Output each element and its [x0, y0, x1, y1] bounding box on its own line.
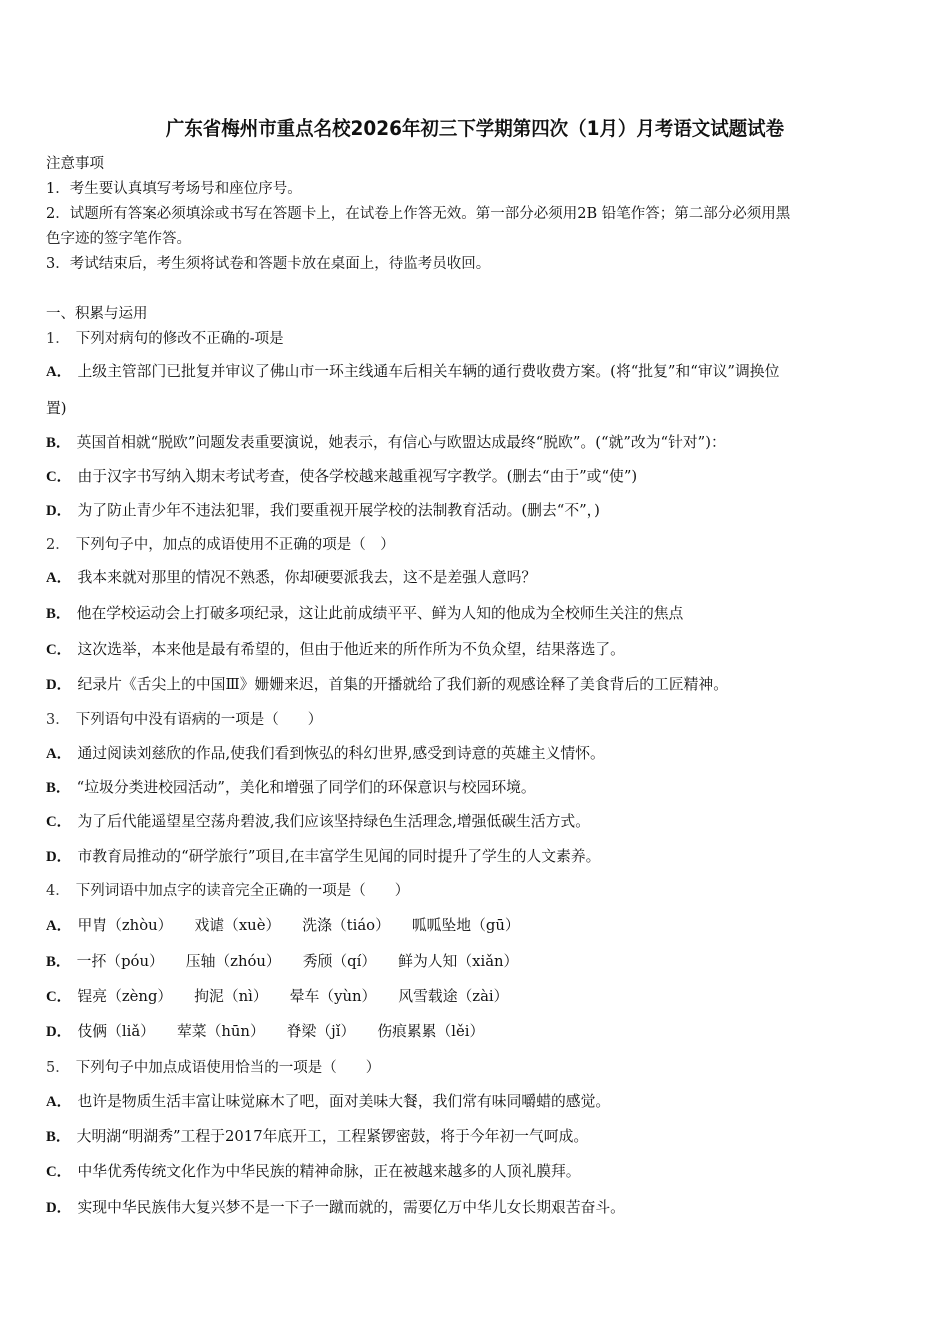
option-text: 这次选举，本来他是最有希望的，但由于他近来的所作所为不负众望，结果落选了。 [77, 641, 625, 658]
question-5-stem [46, 1056, 912, 1077]
q4-option-c [46, 985, 912, 1006]
q4-option-a [46, 914, 912, 935]
option-text: 上级主管部门已批复并审议了佛山市一环主线通车后相关车辆的通行费收费方案。(将“批复”和“审议”调换位 [77, 363, 780, 380]
q1-option-b [46, 431, 912, 452]
q3-option-d [46, 845, 912, 866]
question-text: 下列语句中没有语病的一项是（ ） [75, 712, 323, 728]
option-text: 他在学校运动会上打破多项纪录，这让此前成绩平平、鲜为人知的他成为全校师生关注的焦点 [76, 605, 684, 622]
q5-option-c [46, 1160, 912, 1181]
pinyin-item: 锃亮（zèng） [77, 988, 173, 1005]
option-label: D． [46, 1200, 72, 1216]
notice-item: 1．考生要认真填写考场号和座位序号。 [46, 181, 302, 197]
option-text: 为了后代能遥望星空荡舟碧波,我们应该坚持绿色生活理念,增强低碳生活方式。 [77, 813, 590, 830]
page-title: 广东省梅州市重点名校2026年初三下学期第四次（1月）月考语文试题试卷 [165, 117, 785, 140]
option-label: C． [46, 642, 72, 658]
q5-option-a [46, 1090, 912, 1111]
question-text: 下列词语中加点字的读音完全正确的一项是（ ） [75, 883, 410, 899]
q1-option-a-cont: 置) [46, 400, 67, 417]
option-label: A． [46, 570, 72, 586]
pinyin-item: 脊梁（jǐ） [286, 1023, 356, 1040]
q1-option-a [46, 360, 912, 381]
question-2-stem [46, 533, 912, 554]
option-text: 纪录片《舌尖上的中国Ⅲ》姗姗来迟，首集的开播就给了我们新的观感诠释了美食背后的工匠精神。 [77, 676, 729, 693]
question-text: 下列对病句的修改不正确的-项是 [75, 331, 284, 347]
option-label: B． [46, 606, 71, 622]
q2-option-b [46, 602, 912, 623]
option-label: D． [46, 503, 72, 519]
q3-option-b [46, 776, 912, 797]
question-text: 下列句子中加点成语使用恰当的一项是（ ） [75, 1060, 381, 1076]
pinyin-item: 呱呱坠地（gū） [411, 917, 520, 934]
q5-option-b [46, 1125, 912, 1146]
option-text: 实现中华民族伟大复兴梦不是一下子一蹴而就的，需要亿万中华儿女长期艰苦奋斗。 [77, 1199, 625, 1216]
option-text: 通过阅读刘慈欣的作品,使我们看到恢弘的科幻世界,感受到诗意的英雄主义情怀。 [77, 745, 605, 762]
pinyin-item: 荤菜（hūn） [176, 1023, 265, 1040]
option-text: 由于汉字书写纳入期末考试考查，使各学校越来越重视写字教学。(删去“由于”或“使”) [77, 468, 638, 485]
question-number: 2． [46, 537, 70, 553]
option-label: A． [46, 746, 72, 762]
q4-option-b [46, 950, 912, 971]
option-label: C． [46, 814, 72, 830]
pinyin-item: 晕车（yùn） [289, 988, 377, 1005]
option-text: “垃圾分类进校园活动”，美化和增强了同学们的环保意识与校园环境。 [76, 779, 536, 796]
notice-item: 色字迹的签字笔作答。 [46, 231, 191, 247]
option-label: B． [46, 954, 71, 970]
pinyin-item: 伎俩（liǎ） [77, 1023, 155, 1040]
pinyin-item: 压轴（zhóu） [185, 953, 281, 970]
option-label: C． [46, 1164, 72, 1180]
section-heading: 一、积累与运用 [46, 306, 148, 322]
option-label: D． [46, 1024, 72, 1040]
option-label: A． [46, 1094, 72, 1110]
pinyin-item: 一抔（póu） [76, 953, 164, 970]
option-text: 市教育局推动的“研学旅行”项目,在丰富学生见闻的同时提升了学生的人文素养。 [77, 848, 601, 865]
pinyin-item: 洗涤（tiáo） [302, 917, 390, 934]
q1-option-c [46, 465, 912, 486]
q2-option-c [46, 638, 912, 659]
pinyin-item: 伤痕累累（lěi） [377, 1023, 485, 1040]
pinyin-item: 拘泥（nì） [194, 988, 268, 1005]
q3-option-c [46, 810, 912, 831]
option-text: 中华优秀传统文化作为中华民族的精神命脉，正在被越来越多的人顶礼膜拜。 [77, 1163, 581, 1180]
option-text: 为了防止青少年不违法犯罪，我们要重视开展学校的法制教育活动。(删去“不”，) [77, 502, 600, 519]
option-label: A． [46, 918, 72, 934]
option-label: B． [46, 780, 71, 796]
notice-item: 2．试题所有答案必须填涂或书写在答题卡上，在试卷上作答无效。第一部分必须用2B 铅笔作答；第二部分必须用黑 [46, 206, 791, 222]
option-label: D． [46, 677, 72, 693]
question-number: 1． [46, 331, 70, 347]
option-label: D． [46, 849, 72, 865]
question-text: 下列句子中，加点的成语使用不正确的项是（ ） [75, 537, 395, 553]
question-number: 3． [46, 712, 70, 728]
q2-option-a [46, 566, 912, 587]
option-text: 我本来就对那里的情况不熟悉，你却硬要派我去，这不是差强人意吗？ [77, 569, 537, 586]
notice-heading: 注意事项 [46, 156, 104, 172]
pinyin-item: 戏谑（xuè） [194, 917, 281, 934]
pinyin-item: 鲜为人知（xiǎn） [398, 953, 519, 970]
question-number: 5． [46, 1060, 70, 1076]
q5-option-d [46, 1196, 912, 1217]
notice-item: 3．考试结束后，考生须将试卷和答题卡放在桌面上，待监考员收回。 [46, 256, 491, 272]
q1-option-d [46, 499, 912, 520]
question-1-stem [46, 327, 912, 348]
pinyin-item: 甲胄（zhòu） [77, 917, 173, 934]
option-text: 大明湖“明湖秀”工程于2017年底开工，工程紧锣密鼓，将于今年初一气呵成。 [76, 1128, 589, 1145]
q3-option-a [46, 742, 912, 763]
pinyin-item: 秀颀（qí） [302, 953, 377, 970]
option-label: C． [46, 469, 72, 485]
option-label: B． [46, 435, 71, 451]
question-3-stem [46, 708, 912, 729]
question-number: 4． [46, 883, 70, 899]
question-4-stem [46, 879, 912, 900]
option-label: A． [46, 364, 72, 380]
option-text: 也许是物质生活丰富让味觉麻木了吧，面对美味大餐，我们常有味同嚼蜡的感觉。 [77, 1093, 611, 1110]
q2-option-d [46, 673, 912, 694]
option-label: B． [46, 1129, 71, 1145]
q4-option-d [46, 1020, 912, 1041]
option-text: 英国首相就“脱欧”问题发表重要演说，她表示，有信心与欧盟达成最终“脱欧”。(“就”改为“针对”)： [76, 434, 726, 451]
pinyin-item: 风雪载途（zài） [398, 988, 509, 1005]
option-label: C． [46, 989, 72, 1005]
